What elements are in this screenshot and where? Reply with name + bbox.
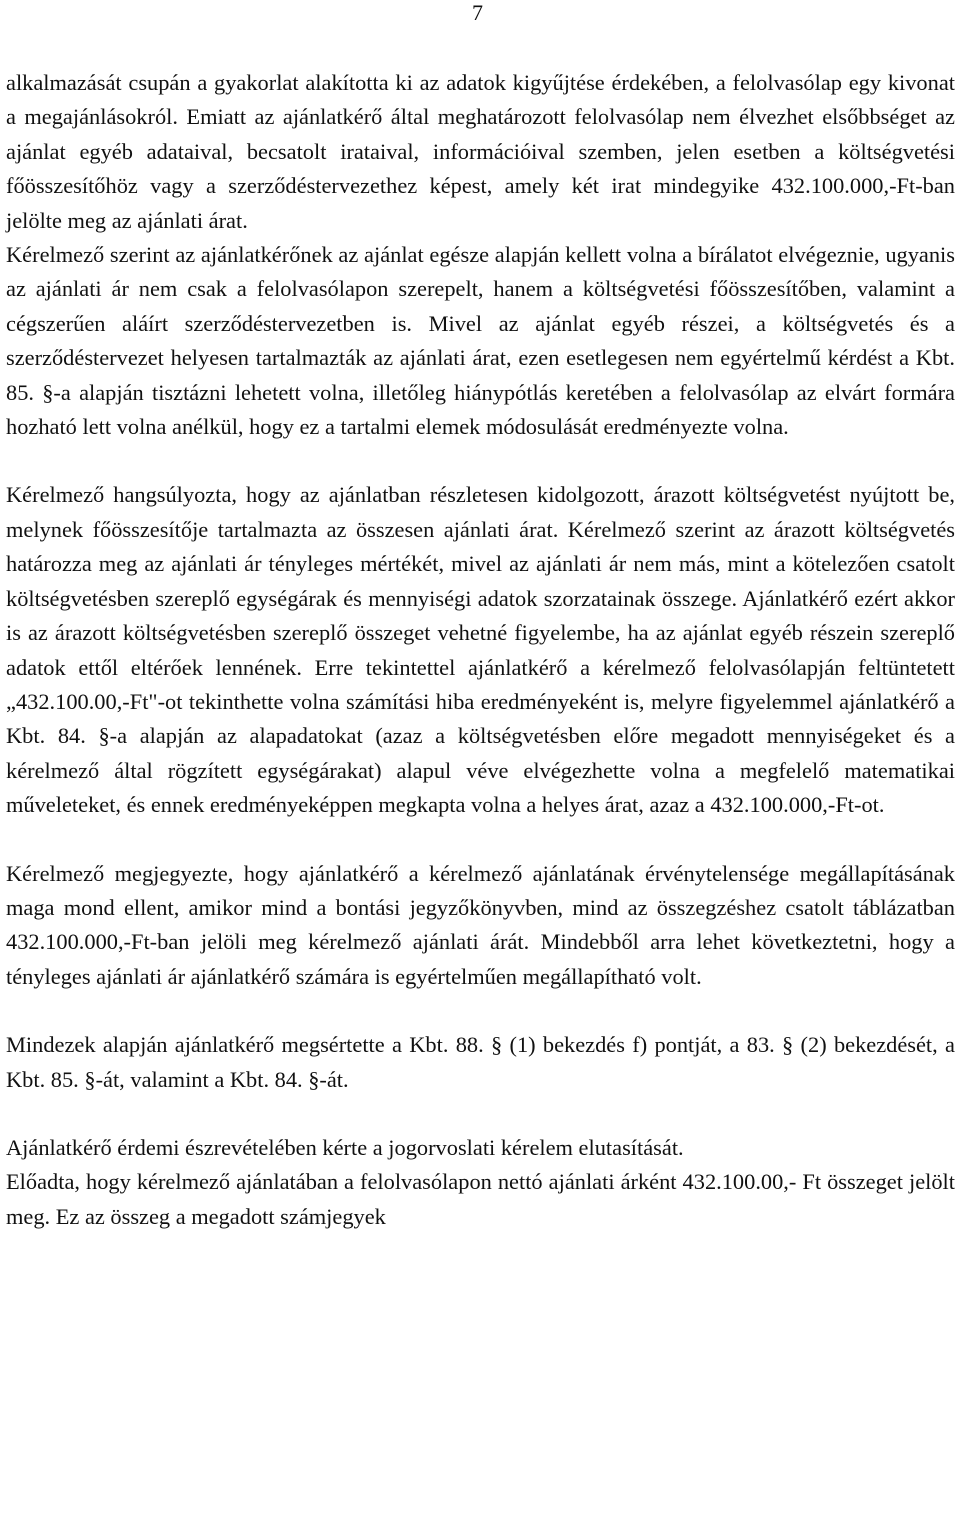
paragraph-4: Kérelmező megjegyezte, hogy ajánlatkérő a kérelmező ajánlatának érvénytelensége megállapításának maga mond ellent, amikor mind a bontási jegyzőkönyvben, mind az összegzéshez csatolt táblázatban 432.100.000,-Ft-ban jelöli meg kérelmező ajánlati árát. Mindebből arra lehet következtetni, hogy a tényleges ajánlati ár ajánlatkérő számára is egyértelműen megállapítható volt. [6,860,955,989]
paragraph-1: alkalmazását csupán a gyakorlat alakította ki az adatok kigyűjtése érdekében, a felolvasólap egy kivonat a megajánlásokról. Emiatt az ajánlatkérő által meghatározott felolvasólap nem élvezhet elsőbbséget az ajánlat egyéb adataival, becsatolt irataival, információival szemben, jelen esetben a költségvetési főösszesítőhöz vagy a szerződéstervezethez képest, amely két irat mindegyike 432.100.000,-Ft-ban jelölte meg az ajánlati árat. [6,70,955,233]
paragraph-2: Kérelmező szerint az ajánlatkérőnek az ajánlat egésze alapján kellett volna a bírálatot elvégeznie, ugyanis az ajánlati ár nem csak a felolvasólapon szerepelt, hanem a költségvetési főösszesítőben, valamint a cégszerűen aláírt szerződéstervezetben is. Mivel az ajánlat egyéb részei, a költségvetés és a szerződéstervezet helyesen tartalmazták az ajánlati árat, ezen esetlegesen nem egyértelmű kérdést a Kbt. 85. §-a alapján tisztázni lehetett volna, illetőleg hiánypótlás keretében a felolvasólap az elvárt formára hozható lett volna anélkül, hogy ez a tartalmi elemek módosulását eredményezte volna. [6,242,955,440]
paragraph-5: Mindezek alapján ajánlatkérő megsértette a Kbt. 88. § (1) bekezdés f) pontját, a 83. § (2) bekezdését, a Kbt. 85. §-át, valamint a Kbt. 84. §-át. [6,1032,955,1092]
paragraph-3: Kérelmező hangsúlyozta, hogy az ajánlatban részletesen kidolgozott, árazott költségvetést nyújtott be, melynek főösszesítője tartalmazta az összesen ajánlati árat. Kérelmező szerint az árazott költségvetés határozza meg az ajánlati ár tényleges mértékét, mivel az ajánlati ár nem más, mint a kötelezően csatolt költségvetésben szereplő egységárak és mennyiségi adatok szorzatainak összege. Ajánlatkérő ezért akkor is az árazott költségvetésben szereplő összeget vehetné figyelembe, ha az ajánlat egyéb részein szereplő adatok ettől eltérőek lennének. Erre tekintettel ajánlatkérő a kérelmező felolvasólapján feltüntetett „432.100.00,-Ft"-ot tekinthette volna számítási hiba eredményeként is, melyre figyelemmel ajánlatkérő a Kbt. 84. §-a alapján az alapadatokat (azaz a költségvetésben előre megadott mennyiségeket és a kérelmező által rögzített egységárakat) alapul véve elvégezhette volna a megfelelő matematikai műveleteket, és ennek eredményeképpen megkapta volna a helyes árat, azaz a 432.100.000,-Ft-ot. [6,482,955,818]
paragraph-7: Előadta, hogy kérelmező ajánlatában a felolvasólapon nettó ajánlati árként 432.100.00,- Ft összeget jelölt meg. Ez az összeg a megadott számjegyek [6,1169,955,1229]
page-number: 7 [472,0,483,25]
paragraph-6: Ajánlatkérő érdemi észrevételében kérte a jogorvoslati kérelem elutasítását. [6,1134,684,1160]
document-body [6,66,955,1234]
